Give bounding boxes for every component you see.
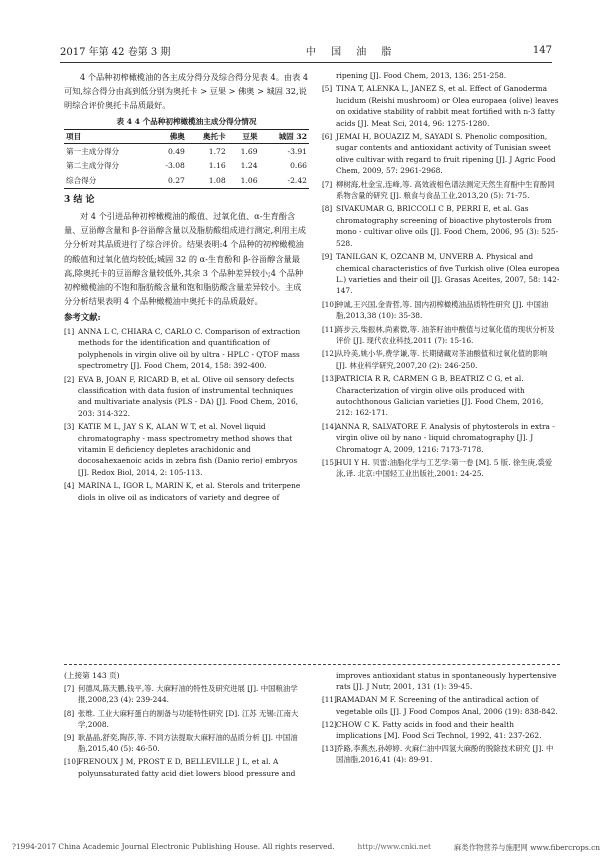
table-row xyxy=(64,144,309,159)
reference-number: [10] xyxy=(322,299,337,309)
reference-text: ripening [J]. Food Chem, 2013, 136: 251-258. xyxy=(336,71,507,80)
table-caption: 表 4 4 个品种初榨橄榄油主成分得分情况 xyxy=(116,116,257,126)
reference-item xyxy=(64,421,309,478)
continuation-left-column xyxy=(64,670,309,781)
table-cell: 1.16 xyxy=(208,161,226,171)
conclusion-paragraph: 对 4 个引进品种初榨橄榄油的酸值、过氧化值、α-生育酚含量、豆甾醇含量和 β-谷甾醇含量以及脂肪酸组成进行测定,利用主成分分析对其品质进行了综合评价。结果表明:4 个品种的初榨橄榄油的酸值和过氧化值均较低;城固 32 的 α-生育酚和 β-谷甾醇含量最高,除奥托卡的豆甾醇含量较低外,其余 3 个品种差异较小;4 个品种初榨橄榄油的不饱和脂肪酸含量和饱和脂肪酸含量差异较小。主成分分析结果表明 4 个品种橄榄油中奥托卡的品质最好。 xyxy=(64,211,306,307)
reference-text: 柳树海,杜金宝,连峰,等. 高效液相色谱法测定天然生育酚中生育酚同系物含量的研究 [J]. 粮食与食品工业,2013,20 (5): 71-75. xyxy=(336,179,555,201)
reference-item xyxy=(322,70,560,81)
reference-text: CHOW C K. Fatty acids in food and their health implications [M]. Food Sci Technol, 1992, 41: 237-262. xyxy=(336,719,542,741)
table-cell: 第二主成分得分 xyxy=(66,161,120,171)
table-row xyxy=(64,159,309,173)
reference-text: improves antioxidant status in spontaneously hypertensive rats [J]. J Nutr, 2001, 131 (1): 39-45. xyxy=(336,671,557,692)
reference-number: [15] xyxy=(322,458,337,467)
table-header-cell: 城固 32 xyxy=(260,130,309,144)
table-header-row xyxy=(64,130,309,144)
reference-number: [13] xyxy=(322,374,337,384)
table-header-cell: 项目 xyxy=(64,130,151,144)
reference-item xyxy=(322,694,560,716)
reference-number: [9] xyxy=(322,252,333,262)
reference-text: 乔路,李燕杰,孙婷婷. 火麻仁油中四氢大麻酚的脱除技术研究 [J]. 中国油脂,2016,41 (4): 89-91. xyxy=(336,744,554,765)
reference-number: [12] xyxy=(322,349,337,359)
table-cell: -2.42 xyxy=(260,173,309,188)
reference-text: 何德凤,陈天鹏,钱平,等. 大麻籽油的特性及研究进展 [J]. 中国粮油学报,2008,23 (4): 239-244. xyxy=(78,684,298,705)
reference-number: [1] xyxy=(64,326,75,336)
table-cell: 0.49 xyxy=(167,146,185,156)
reference-item xyxy=(64,480,309,503)
reference-text: 耿晶晶,舒奕,陶莎,等. 不同方法提取大麻籽油的品质分析 [J]. 中国油脂,2015,40 (5): 46-50. xyxy=(78,733,298,754)
copyright-text: ?1994-2017 China Academic Journal Electronic Publishing House. All rights reserved. xyxy=(12,842,335,851)
reference-text: ANNA L C, CHIARA C, CARLO C. Comparison of extraction methods for the identification and quantification of polyphenols in virgin olive oil by ultra - HPLC - QTOF mass spectrometry [J]. Food Chem, 2014, 158: 392-400. xyxy=(78,326,301,371)
page-header xyxy=(60,40,552,60)
reference-item xyxy=(322,421,560,455)
table-cell: 综合得分 xyxy=(64,173,151,188)
reference-item xyxy=(322,251,560,297)
reference-number: [11] xyxy=(322,695,337,705)
reference-number: [13] xyxy=(322,744,337,754)
reference-number: [3] xyxy=(64,422,75,432)
reference-item xyxy=(322,457,560,480)
page-number: 147 xyxy=(532,44,552,56)
reference-number: [11] xyxy=(322,324,337,334)
table-cell: 0.27 xyxy=(151,173,187,188)
section-title: 3 结 论 xyxy=(64,194,95,205)
reference-item xyxy=(322,719,560,741)
reference-number: [10] xyxy=(64,757,79,767)
reference-item xyxy=(64,708,309,730)
reference-item xyxy=(322,324,560,347)
watermark-text: 麻类作物营养与施肥网 www.fibercrops.cn xyxy=(453,843,600,852)
continuation-right-column xyxy=(322,670,560,768)
table-cell: -3.08 xyxy=(165,161,185,171)
table-row xyxy=(64,173,309,188)
reference-text: KATIE M L, JAY S K, ALAN W T, et al. Novel liquid chromatography - mass spectrometry method shows that vitamin E deficiency depletes arachidonic and docosahexaenoic acids in zebra fish (Danio rerio) embryos [J]. Redox Biol, 2014, 2: 105-113. xyxy=(78,422,298,477)
reference-item xyxy=(322,83,560,129)
right-column xyxy=(322,70,560,482)
reference-item xyxy=(64,756,309,778)
reference-text: MARINA L, IGOR L, MARIN K, et al. Sterols and triterpene diols in olive oil as indicators of variety and degree of xyxy=(78,481,301,502)
reference-number: [6] xyxy=(322,132,333,142)
table-header-cell: 佛奥 xyxy=(151,130,187,144)
reference-text: RAMADAN M F. Screening of the antiradical action of vegetable oils [J]. J Food Compos Anal, 2006 (19): 838-842. xyxy=(336,695,558,716)
references-title: 参考文献: xyxy=(64,312,101,323)
reference-item xyxy=(322,179,560,202)
table-cell: 1.72 xyxy=(208,146,226,156)
reference-text: JEMAI H, BOUAZIZ M, SAYADI S. Phenolic composition, sugar contents and antioxidant activity of Tunisian sweet olive cultivar with regard to fruit ripening [J]. J Agric Food Chem, 2009, 57: 2961-2968. xyxy=(336,132,556,176)
reference-number: [8] xyxy=(322,204,333,214)
reference-item xyxy=(64,326,309,372)
table-cell: 1.06 xyxy=(228,173,260,188)
reference-number: [9] xyxy=(64,733,75,743)
reference-number: [12] xyxy=(322,719,337,729)
reference-item xyxy=(322,203,560,249)
reference-text: FRENOUX J M, PROST E D, BELLEVILLE J L, et al. A polyunsaturated fatty acid diet lowers blood pressure and xyxy=(78,757,296,778)
reference-text: 从玲美,姚小华,费学谦,等. 长期储藏对茶油酸值和过氧化值的影响 [J]. 林业科学研究,2007,20 (2): 246-250. xyxy=(336,349,548,370)
section-divider xyxy=(64,664,560,665)
reference-number: [2] xyxy=(64,374,75,384)
reference-text: 张维. 工业大麻籽蛋白的制备与功能特性研究 [D]. 江苏 无锡:江南大学,2008. xyxy=(78,708,299,729)
reference-number: [5] xyxy=(322,84,333,94)
reference-text: PATRICIA R R, CARMEN G B, BEATRIZ C G, et al. Characterization of virgin olive oils produced with autochthonous Galician varieties [J]. Food Chem, 2016, 212: 162-171. xyxy=(336,374,544,418)
table-cell: 1.69 xyxy=(240,146,258,156)
reference-item xyxy=(64,683,309,705)
page-footer xyxy=(0,842,612,853)
reference-item xyxy=(64,732,309,754)
reference-item xyxy=(64,374,309,420)
continuation-note: (上接第 143 页) xyxy=(64,671,120,680)
table-cell: 1.24 xyxy=(240,161,258,171)
table-cell: 0.66 xyxy=(290,161,307,171)
table-cell: 1.08 xyxy=(187,173,228,188)
reference-text: TINA T, ALENKA L, JANEZ S, et al. Effect of Ganoderma lucidum (Reishi mushroom) or Olea europaea (olive) leaves on oxidative stability of rabbit meat fortified with n-3 fatty acids [J]. Meat Sci, 2014, 96: 1275-1280. xyxy=(336,84,559,128)
reference-number: [7] xyxy=(64,684,75,694)
header-rule xyxy=(60,62,552,63)
journal-issue: 2017 年第 42 卷第 3 期 xyxy=(60,46,171,58)
reference-item xyxy=(322,299,560,322)
table-cell: 第一主成分得分 xyxy=(66,146,120,156)
reference-text: EVA B, JOAN F, RICARD B, et al. Olive oil sensory defects classification with data fusion of instrumental techniques and multivariate analysis (PLS - DA) [J]. Food Chem, 2016, 203: 314-322. xyxy=(78,374,299,418)
reference-text: ANNA R, SALVATORE F. Analysis of phytosterols in extra - virgin olive oil by nano - liquid chromatography [J]. J Chromatogr A, 2009, 1216: 7173-7178. xyxy=(336,421,555,454)
table-header-cell: 奥托卡 xyxy=(187,130,228,144)
reference-number: [4] xyxy=(64,481,75,491)
reference-number: [7] xyxy=(322,179,333,189)
journal-title: 中 国 油 脂 xyxy=(305,46,398,58)
intro-paragraph: 4 个品种初榨橄榄油的各主成分得分及综合得分见表 4。由表 4 可知,综合得分由高到低分别为奥托卡 > 豆果 > 佛奥 > 城固 32,说明综合评价奥托卡品质最好。 xyxy=(64,72,309,111)
reference-text: TANILGAN K, OZCANB M, UNVERB A. Physical and chemical characteristics of five Turkish olive (Olea europea L.) varieties and their oil [J]. Grasas Aceites, 2007, 58: 142-147. xyxy=(336,252,560,296)
reference-number: [8] xyxy=(64,708,75,718)
reference-number xyxy=(322,670,336,692)
left-column xyxy=(64,70,309,505)
score-table xyxy=(64,129,309,189)
reference-item xyxy=(322,743,560,765)
reference-text: 蒋步云,柴振林,尚素微,等. 油茶籽油中酸值与过氧化值的现状分析及评价 [J]. 现代农业科技,2011 (7): 15-16. xyxy=(336,324,555,345)
reference-text: SIVAKUMAR G, BRICCOLI C B, PERRI E, et al. Gas chromatography screening of bioactive phytosterols from mono - cultivar olive oils [J]. Food Chem, 2006, 95 (3): 525-528. xyxy=(336,204,559,248)
reference-item xyxy=(322,373,560,419)
reference-text: 钟诚,王兴国,金青哲,等. 国内初榨橄榄油品质特性研究 [J]. 中国油脂,2013,38 (10): 35-38. xyxy=(336,299,549,321)
reference-text: HUI Y H. 贝雷:油脂化学与工艺学:第一卷 [M]. 5 版. 徐生庚,裘爱泳,译. 北京:中国轻工业出版社,2001: 24-25. xyxy=(336,458,553,479)
reference-number xyxy=(322,70,336,81)
reference-number: [14] xyxy=(322,421,337,431)
reference-item xyxy=(322,348,560,371)
reference-item xyxy=(322,131,560,177)
table-cell: -3.91 xyxy=(287,146,307,156)
footer-link[interactable]: http://www.cnki.net xyxy=(357,842,431,851)
reference-item xyxy=(322,670,560,692)
table-header-cell: 豆果 xyxy=(228,130,260,144)
